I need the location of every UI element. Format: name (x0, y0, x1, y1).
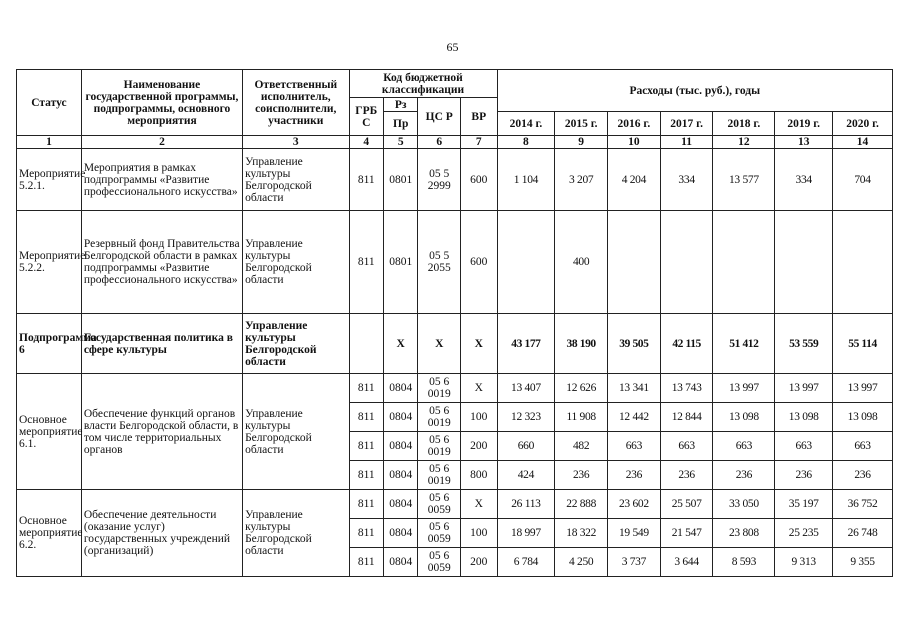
grbs-cell: 811 (349, 403, 383, 432)
value-cell: 9 355 (833, 548, 893, 577)
grbs-cell: 811 (349, 490, 383, 519)
status-cell: Основное мероприятие 6.2. (17, 490, 82, 577)
value-cell: 38 190 (555, 314, 608, 374)
responsible-cell: Управление культуры Белгородской области (243, 149, 349, 211)
header-year: 2019 г. (775, 112, 833, 136)
rzpr-cell: 0804 (383, 403, 417, 432)
value-cell: 663 (775, 432, 833, 461)
column-index: 4 (349, 136, 383, 149)
header-pr: Пр (383, 112, 417, 136)
grbs-cell: 811 (349, 432, 383, 461)
value-cell: 26 748 (833, 519, 893, 548)
table-row (17, 314, 893, 374)
rzpr-cell: 0804 (383, 519, 417, 548)
header-grbs: ГРБ С (349, 98, 383, 136)
grbs-cell: 811 (349, 211, 383, 314)
column-index: 3 (243, 136, 349, 149)
value-cell: 19 549 (608, 519, 661, 548)
value-cell: 12 323 (497, 403, 555, 432)
value-cell: 13 997 (775, 374, 833, 403)
value-cell: 11 908 (555, 403, 608, 432)
csr-cell: 05 6 0019 (418, 374, 461, 403)
value-cell: 13 577 (713, 149, 775, 211)
column-index: 7 (461, 136, 498, 149)
value-cell: 660 (497, 432, 555, 461)
csr-cell: 05 5 2055 (418, 211, 461, 314)
header-status: Статус (17, 70, 82, 136)
value-cell: 704 (833, 149, 893, 211)
vr-cell: 100 (461, 403, 498, 432)
value-cell: 12 844 (660, 403, 713, 432)
header-row-1 (17, 70, 893, 98)
value-cell: 33 050 (713, 490, 775, 519)
csr-cell: 05 6 0059 (418, 519, 461, 548)
column-index: 12 (713, 136, 775, 149)
value-cell: 424 (497, 461, 555, 490)
value-cell: 13 098 (833, 403, 893, 432)
vr-cell: Х (461, 314, 498, 374)
header-expenses: Расходы (тыс. руб.), годы (497, 70, 892, 112)
column-index: 6 (418, 136, 461, 149)
value-cell: 400 (555, 211, 608, 314)
value-cell: 26 113 (497, 490, 555, 519)
value-cell: 3 737 (608, 548, 661, 577)
rzpr-cell: 0801 (383, 149, 417, 211)
vr-cell: Х (461, 490, 498, 519)
rzpr-cell: Х (383, 314, 417, 374)
value-cell: 13 407 (497, 374, 555, 403)
value-cell: 13 098 (713, 403, 775, 432)
value-cell: 42 115 (660, 314, 713, 374)
value-cell (713, 211, 775, 314)
value-cell: 236 (608, 461, 661, 490)
status-cell: Основное мероприятие 6.1. (17, 374, 82, 490)
responsible-cell: Управление культуры Белгородской области (243, 211, 349, 314)
vr-cell: 600 (461, 149, 498, 211)
value-cell: 21 547 (660, 519, 713, 548)
status-cell: Мероприятие 5.2.2. (17, 211, 82, 314)
column-index: 13 (775, 136, 833, 149)
column-index: 5 (383, 136, 417, 149)
csr-cell: 05 6 0059 (418, 548, 461, 577)
header-year: 2016 г. (608, 112, 661, 136)
budget-table (16, 69, 893, 577)
page-number: 65 (446, 40, 459, 54)
name-cell: Мероприятия в рамках подпрограммы «Развитие профессионального искусства» (81, 149, 242, 211)
responsible-cell: Управление культуры Белгородской области (243, 374, 349, 490)
header-year: 2015 г. (555, 112, 608, 136)
status-cell: Мероприятие 5.2.1. (17, 149, 82, 211)
value-cell: 663 (833, 432, 893, 461)
responsible-cell: Управление культуры Белгородской области (243, 490, 349, 577)
value-cell: 36 752 (833, 490, 893, 519)
column-index: 1 (17, 136, 82, 149)
status-cell: Подпрограмма 6 (17, 314, 82, 374)
name-cell: Государственная политика в сфере культуры (81, 314, 242, 374)
value-cell: 13 997 (833, 374, 893, 403)
vr-cell: 200 (461, 548, 498, 577)
value-cell: 23 808 (713, 519, 775, 548)
value-cell (775, 211, 833, 314)
value-cell: 43 177 (497, 314, 555, 374)
column-index: 9 (555, 136, 608, 149)
rzpr-cell: 0804 (383, 432, 417, 461)
table-row (17, 211, 893, 314)
value-cell: 23 602 (608, 490, 661, 519)
value-cell: 35 197 (775, 490, 833, 519)
value-cell: 236 (660, 461, 713, 490)
vr-cell: 800 (461, 461, 498, 490)
header-vr: ВР (461, 98, 498, 136)
value-cell: 663 (608, 432, 661, 461)
value-cell: 1 104 (497, 149, 555, 211)
csr-cell: 05 5 2999 (418, 149, 461, 211)
vr-cell: 100 (461, 519, 498, 548)
name-cell: Обеспечение функций органов власти Белгородской области, в том числе территориальных органов (81, 374, 242, 490)
value-cell: 13 098 (775, 403, 833, 432)
value-cell: 18 997 (497, 519, 555, 548)
csr-cell: 05 6 0019 (418, 403, 461, 432)
value-cell (660, 211, 713, 314)
header-csr: ЦС Р (418, 98, 461, 136)
value-cell: 25 507 (660, 490, 713, 519)
csr-cell: 05 6 0019 (418, 461, 461, 490)
value-cell: 12 626 (555, 374, 608, 403)
value-cell: 9 313 (775, 548, 833, 577)
header-name: Наименование государственной программы, подпрограммы, основного мероприятия (81, 70, 242, 136)
value-cell: 236 (833, 461, 893, 490)
header-rz: Рз (383, 98, 417, 112)
header-year: 2020 г. (833, 112, 893, 136)
name-cell: Резервный фонд Правительства Белгородской области в рамках подпрограммы «Развитие профессионального искусства» (81, 211, 242, 314)
value-cell: 4 250 (555, 548, 608, 577)
value-cell: 13 341 (608, 374, 661, 403)
value-cell: 55 114 (833, 314, 893, 374)
header-year: 2017 г. (660, 112, 713, 136)
vr-cell: Х (461, 374, 498, 403)
csr-cell: 05 6 0059 (418, 490, 461, 519)
value-cell: 4 204 (608, 149, 661, 211)
grbs-cell: 811 (349, 548, 383, 577)
rzpr-cell: 0804 (383, 461, 417, 490)
rzpr-cell: 0804 (383, 548, 417, 577)
table-row (17, 490, 893, 519)
rzpr-cell: 0804 (383, 374, 417, 403)
value-cell: 25 235 (775, 519, 833, 548)
csr-cell: 05 6 0019 (418, 432, 461, 461)
value-cell: 13 743 (660, 374, 713, 403)
value-cell: 482 (555, 432, 608, 461)
value-cell: 39 505 (608, 314, 661, 374)
grbs-cell: 811 (349, 461, 383, 490)
column-index: 8 (497, 136, 555, 149)
header-responsible: Ответственный исполнитель, соисполнители, участники (243, 70, 349, 136)
value-cell: 3 644 (660, 548, 713, 577)
column-index: 2 (81, 136, 242, 149)
header-year: 2018 г. (713, 112, 775, 136)
value-cell: 53 559 (775, 314, 833, 374)
value-cell: 334 (660, 149, 713, 211)
value-cell: 663 (713, 432, 775, 461)
value-cell: 8 593 (713, 548, 775, 577)
value-cell: 3 207 (555, 149, 608, 211)
grbs-cell: 811 (349, 519, 383, 548)
table-row (17, 149, 893, 211)
rzpr-cell: 0804 (383, 490, 417, 519)
grbs-cell: 811 (349, 149, 383, 211)
value-cell: 12 442 (608, 403, 661, 432)
table-row (17, 374, 893, 403)
value-cell: 236 (775, 461, 833, 490)
header-budget-code: Код бюджетной классификации (349, 70, 497, 98)
csr-cell: Х (418, 314, 461, 374)
rzpr-cell: 0801 (383, 211, 417, 314)
value-cell: 51 412 (713, 314, 775, 374)
value-cell (497, 211, 555, 314)
grbs-cell: 811 (349, 374, 383, 403)
value-cell: 236 (713, 461, 775, 490)
name-cell: Обеспечение деятельности (оказание услуг) государственных учреждений (организаций) (81, 490, 242, 577)
header-year: 2014 г. (497, 112, 555, 136)
value-cell (833, 211, 893, 314)
vr-cell: 200 (461, 432, 498, 461)
column-index: 14 (833, 136, 893, 149)
vr-cell: 600 (461, 211, 498, 314)
column-index-row (17, 136, 893, 149)
value-cell: 236 (555, 461, 608, 490)
grbs-cell (349, 314, 383, 374)
responsible-cell: Управление культуры Белгородской области (243, 314, 349, 374)
column-index: 10 (608, 136, 661, 149)
value-cell: 18 322 (555, 519, 608, 548)
value-cell: 22 888 (555, 490, 608, 519)
value-cell (608, 211, 661, 314)
value-cell: 13 997 (713, 374, 775, 403)
value-cell: 663 (660, 432, 713, 461)
value-cell: 334 (775, 149, 833, 211)
value-cell: 6 784 (497, 548, 555, 577)
column-index: 11 (660, 136, 713, 149)
